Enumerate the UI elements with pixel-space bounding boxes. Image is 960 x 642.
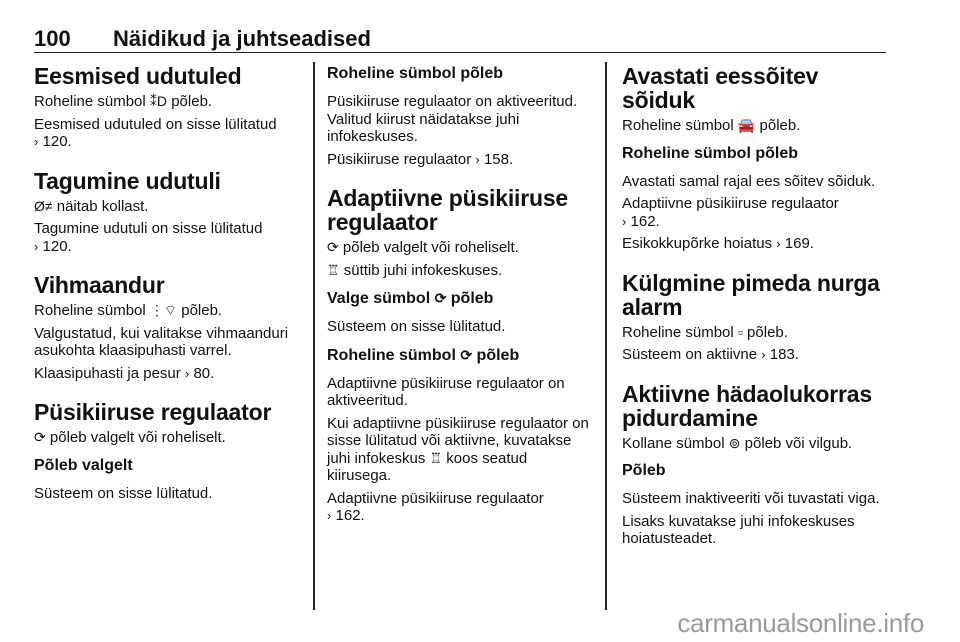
page-reference[interactable]: 162.: [335, 507, 365, 524]
section-title: Vihmaandur: [34, 272, 165, 298]
reference-arrow-icon: ›: [475, 151, 480, 167]
paragraph: ⟳ põleb valgelt või roheliselt.: [327, 239, 519, 256]
rain-sensor-icon: ⋮⌔: [149, 302, 178, 318]
paragraph: Adaptiivne püsikiiruse regulaator › 162.: [622, 195, 839, 230]
cruise-control-icon: ⟳: [34, 429, 46, 445]
section-title: Avastati eessõitev sõiduk: [622, 63, 819, 113]
subsection-title: Roheline sümbol ⟳ põleb: [327, 346, 520, 364]
watermark: carmanualsonline.info: [677, 608, 924, 638]
paragraph: Tagumine udutuli on sisse lülitatud › 120.: [34, 220, 263, 255]
subsection-title: Valge sümbol ⟳ põleb: [327, 290, 494, 307]
paragraph: Adaptiivne püsikiiruse regulaator on aktiveeritud.: [327, 374, 565, 409]
page-title: Näidikud ja juhtseadised: [113, 26, 371, 51]
page-number: 100: [34, 26, 71, 51]
paragraph: Esikokkupõrke hoiatus › 169.: [622, 235, 814, 252]
column-divider: [313, 62, 315, 610]
paragraph: Süsteem on sisse lülitatud.: [34, 484, 213, 502]
reference-arrow-icon: ›: [622, 213, 627, 229]
paragraph: Klaasipuhasti ja pesur › 80.: [34, 364, 215, 382]
cruise-control-icon: ⟳: [434, 290, 447, 306]
paragraph: ♖ süttib juhi infokeskuses.: [327, 261, 503, 279]
cruise-info-icon: ♖: [327, 261, 340, 278]
emergency-brake-icon: ⊚: [728, 434, 741, 451]
column-3: [622, 64, 886, 548]
column-divider: [605, 62, 607, 610]
page-reference[interactable]: 158.: [483, 150, 514, 168]
subsection-title: Põleb: [622, 462, 666, 479]
column-1: [34, 64, 302, 502]
paragraph: Adaptiivne püsikiiruse regulaator › 162.: [327, 489, 544, 524]
section-title: Adaptiivne püsikiiruse regulaator: [327, 185, 568, 235]
section-title: Külgmine pimeda nurga alarm: [622, 269, 880, 320]
reference-arrow-icon: ›: [34, 238, 39, 254]
paragraph: Süsteem inaktiveeriti või tuvastati viga.: [622, 490, 880, 507]
reference-arrow-icon: ›: [776, 236, 781, 251]
cruise-info-icon: ♖: [429, 449, 443, 466]
paragraph: Püsikiiruse regulaator › 158.: [327, 150, 514, 168]
paragraph: Süsteem on sisse lülitatud.: [327, 318, 506, 335]
page-header: [34, 26, 886, 53]
page-reference[interactable]: 80.: [193, 364, 215, 382]
reference-arrow-icon: ›: [184, 365, 190, 381]
section-title: Eesmised udutuled: [34, 63, 242, 89]
paragraph: Kui adaptiivne püsikiiruse regulaator on sisse lülitatud või aktiivne, kuvatakse juhi infokeskus ♖ koos seatud kiirusega.: [327, 414, 589, 484]
paragraph: Roheline sümbol 🚘 põleb.: [622, 117, 801, 134]
paragraph: Kollane sümbol ⊚ põleb või vilgub.: [622, 434, 853, 452]
page-reference[interactable]: 169.: [784, 235, 814, 252]
paragraph: Lisaks kuvatakse juhi infokeskuses hoiatusteadet.: [622, 512, 855, 547]
blind-spot-icon: ▫: [737, 323, 743, 340]
section-title: Tagumine udutuli: [34, 167, 221, 194]
front-fog-light-icon: ⁑D: [149, 93, 168, 109]
reference-arrow-icon: ›: [761, 347, 766, 362]
column-2: [327, 64, 589, 525]
cruise-control-icon: ⟳: [460, 346, 473, 363]
page-reference[interactable]: 183.: [769, 346, 799, 363]
subsection-title: Põleb valgelt: [34, 456, 133, 474]
paragraph: Roheline sümbol ⁑D põleb.: [34, 93, 213, 110]
paragraph: Valgustatud, kui valitakse vihmaanduri asukohta klaasipuhasti varrel.: [34, 324, 289, 359]
section-title: Püsikiiruse regulaator: [34, 399, 272, 425]
page-reference[interactable]: 162.: [630, 212, 660, 230]
reference-arrow-icon: ›: [34, 134, 39, 149]
paragraph: Roheline sümbol ▫ põleb.: [622, 323, 788, 341]
paragraph: Avastati samal rajal ees sõitev sõiduk.: [622, 172, 876, 190]
subsection-title: Roheline sümbol põleb: [622, 144, 799, 162]
paragraph: Roheline sümbol ⋮⌔ põleb.: [34, 302, 223, 319]
page-reference[interactable]: 120.: [42, 133, 72, 150]
page-reference[interactable]: 120.: [42, 237, 72, 255]
paragraph: Ø≠ näitab kollast.: [34, 197, 149, 215]
adaptive-cruise-icon: ⟳: [327, 239, 339, 255]
section-title: Aktiivne hädaolukorras pidurdamine: [622, 380, 872, 431]
reference-arrow-icon: ›: [327, 508, 332, 523]
vehicle-ahead-icon: 🚘: [737, 117, 756, 133]
paragraph: Püsikiiruse regulaator on aktiveeritud. Valitud kiirust näidatakse juhi infokeskuses.: [327, 93, 578, 145]
paragraph: Süsteem on aktiivne › 183.: [622, 346, 799, 363]
paragraph: ⟳ põleb valgelt või roheliselt.: [34, 429, 226, 446]
paragraph: Eesmised udutuled on sisse lülitatud › 120.: [34, 115, 277, 150]
rear-fog-light-icon: Ø≠: [34, 197, 53, 214]
subsection-title: Roheline sümbol põleb: [327, 65, 504, 82]
